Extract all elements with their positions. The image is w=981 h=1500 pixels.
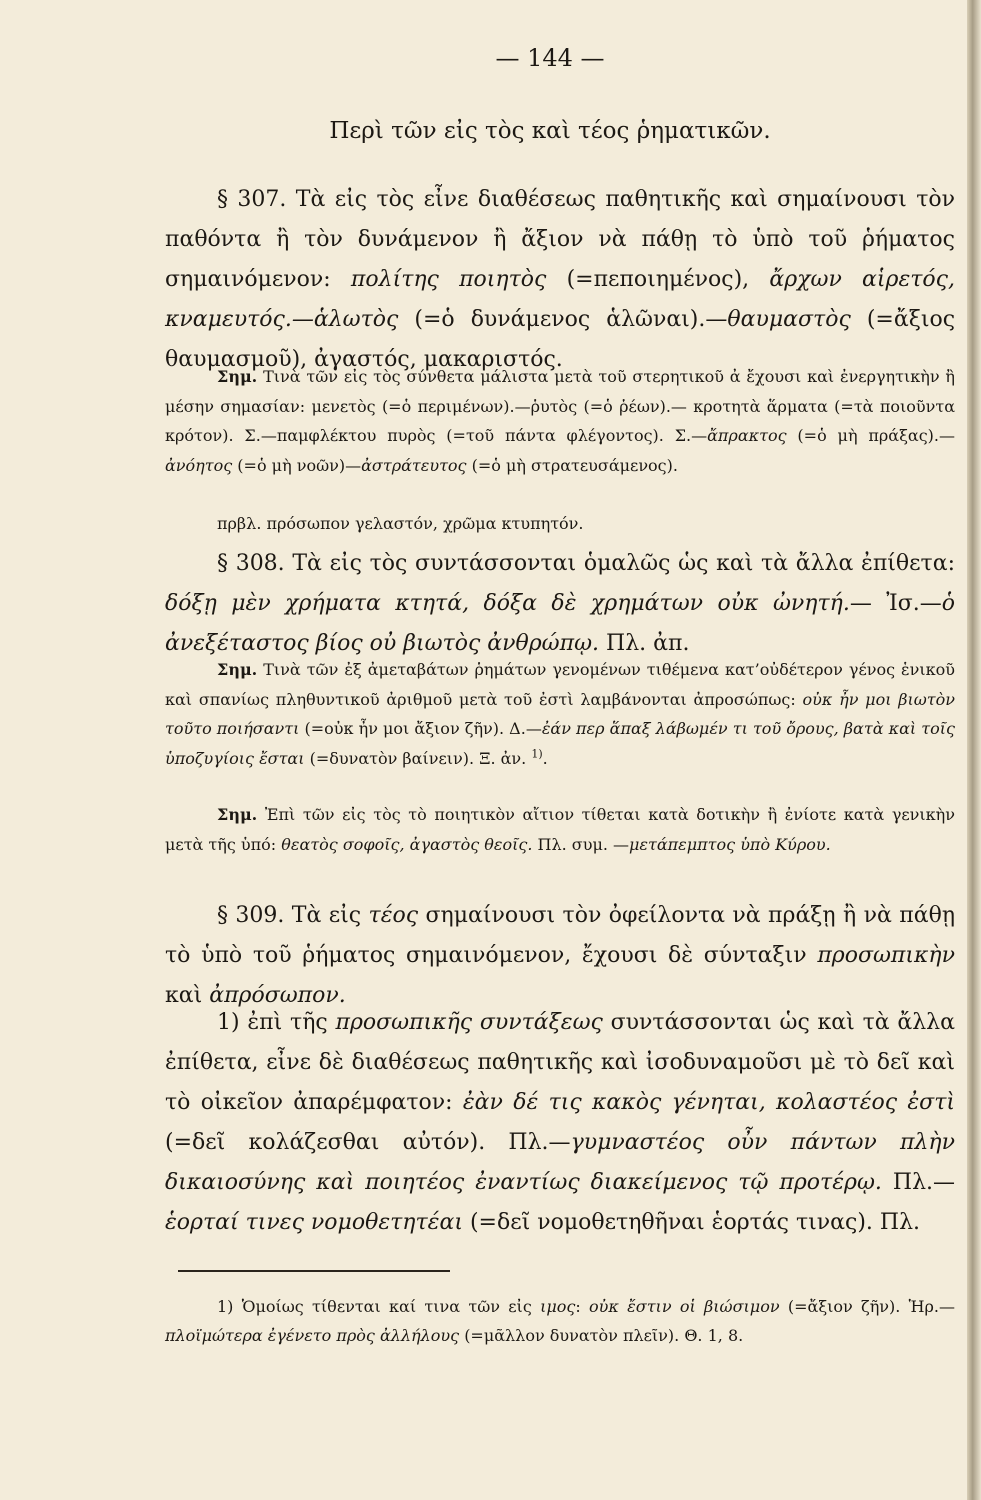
note-1 — [165, 362, 955, 480]
note-text: Ἐπὶ τῶν εἰς τὸς τὸ ποιητικὸν αἴτιον τίθεται κατὰ δοτικὴν ἢ ἐνίοτε κατὰ γενικὴν μετὰ τῆς ὑπό: — [165, 805, 955, 854]
p307-lead: § 307. Τὰ εἰς τὸς εἶνε διαθέσεως παθητικῆς καὶ σημαίνουσι τὸν παθόντα ἢ τὸν δυνάμενον ἢ ἄξιον νὰ πάθῃ τὸ ὑπὸ τοῦ ῥήματος σημαινόμενον: — [165, 187, 955, 292]
p309-1-term: προσωπικῆς συντάξεως — [335, 1010, 603, 1035]
footnote-example: πλοϊμώτερα ἐγένετο πρὸς ἀλλήλους — [165, 1326, 460, 1345]
paragraph-309 — [165, 896, 955, 1016]
note-label: Σημ. — [217, 367, 258, 386]
p308-lead: § 308. Τὰ εἰς τὸς συντάσσονται ὁμαλῶς ὡς καὶ τὰ ἄλλα ἐπίθετα: — [217, 551, 955, 576]
note-example: ἐάν περ ἅπαξ λάβωμέν τι τοῦ ὄρους, βατὰ καὶ τοῖς ὑποζυγίοις ἔσται — [165, 719, 956, 768]
footnote-divider — [178, 1270, 450, 1272]
note-example: οὐκ ἦν μοι βιωτὸν τοῦτο ποιήσαντι — [165, 689, 956, 738]
paragraph-307 — [165, 180, 955, 380]
note-1-compare: πρβλ. πρόσωπον γελαστόν, χρῶμα κτυπητόν. — [217, 514, 584, 533]
p309-term: ἀπρόσωπον. — [209, 983, 346, 1008]
note-text: . — [542, 748, 548, 768]
footnote-example: οὐκ ἔστιν οἱ βιώσιμον — [589, 1297, 780, 1316]
note-text: Πλ. συμ. — — [537, 834, 630, 854]
footnote-text: (=μᾶλλον δυνατὸν πλεῖν). Θ. 1, 8. — [464, 1326, 744, 1345]
note-text: (=οὐκ ἦν μοι ἄξιον ζῆν). Δ.— — [304, 719, 542, 738]
p308-example: ὁ ἀνεξέταστος βίος οὐ βιωτὸς ἀνθρώπῳ. — [165, 591, 956, 656]
p307-example: θαυμαστὸς — [727, 307, 851, 332]
p309-1-example: ἐὰν δέ τις κακὸς γένηται, κολαστέος ἐστὶ — [462, 1090, 955, 1115]
p309-1-text: συντάσσονται ὡς καὶ τὰ ἄλλα ἐπίθετα, εἶνε δὲ διαθέσεως παθητικῆς καὶ ἰσοδυναμοῦσι μὲ τὸ δεῖ καὶ τὸ οἰκεῖον ἀπαρέμφατον: — [165, 1010, 955, 1115]
footnote-ref[interactable]: 1) — [531, 747, 543, 761]
paragraph-309-1 — [165, 1003, 955, 1243]
note-example: θεατὸς σοφοῖς, ἀγαστὸς θεοῖς. — [281, 834, 533, 854]
note-example: μετάπεμπτος ὑπὸ Κύρου. — [629, 834, 831, 854]
page-number: — 144 — — [495, 44, 605, 72]
p309-1-text: Πλ.— — [892, 1170, 956, 1195]
p308-example: δόξῃ μὲν χρήματα κτητά, δόξα δὲ χρημάτων οὐκ ὠνητή. — [165, 591, 850, 616]
note-3 — [165, 800, 955, 859]
footnote-example: ιμος — [540, 1297, 576, 1316]
note-text: Τινὰ τῶν ἐξ ἀμεταβάτων ῥημάτων γενομένων τιθέμενα κατ’οὐδέτερον γένος ἑνικοῦ καὶ σπανίως πληθυντικοῦ ἀριθμοῦ μετὰ τοῦ ἐστὶ λαμβάνονται ἀπροσώπως: — [165, 660, 955, 709]
p307-gloss: (=ἄξιος θαυμασμοῦ), ἀγαστός, μακαριστός. — [165, 307, 956, 372]
note-2 — [165, 655, 955, 773]
p307-gloss: (=πεποιημένος), — [566, 267, 750, 292]
p307-example: πολίτης ποιητὸς — [350, 267, 547, 292]
p309-1-text: (=δεῖ κολάζεσθαι αὐτόν). Πλ.— — [165, 1130, 571, 1155]
p309-1-text: (=δεῖ νομοθετηθῆναι ἑορτάς τινας). Πλ. — [469, 1210, 921, 1235]
p309-lead: § 309. Τὰ εἰς — [217, 903, 362, 928]
p307-gloss: (=ὁ δυνάμενος ἁλῶναι).— — [414, 307, 728, 332]
note-example: ἄπρακτος — [707, 426, 787, 445]
p308-source: — Ἰσ.— — [849, 591, 942, 616]
note-text: (=ὁ μὴ στρατευσάμενος). — [471, 455, 678, 475]
p308-source: Πλ. ἀπ. — [606, 631, 690, 656]
note-example: ἀνόητος — [165, 455, 233, 475]
note-text: Τινὰ τῶν εἰς τὸς σύνθετα μάλιστα μετὰ τοῦ στερητικοῦ ἀ ἔχουσι καὶ ἐνεργητικὴν ἢ μέσην σημασίαν: μενετὸς (=ὁ περιμένων).—ῥυτὸς (=ὁ ῥέων).— κροτητὰ ἅρματα (=τὰ ποιοῦντα κρότον). Σ.—παμφλέκτου πυρὸς (=τοῦ πάντα φλέγοντος). Σ.— — [165, 367, 955, 445]
p309-term: τέος — [368, 903, 419, 928]
p309-1-example: ἑορταί τινες νομοθετητέαι — [165, 1210, 463, 1235]
note-text: (=ὁ μὴ πράξας).— — [797, 426, 955, 445]
p309-1-example: γυμναστέος οὖν πάντων πλὴν δικαιοσύνης καὶ ποιητέος ἐναντίως διακείμενος τῷ προτέρῳ. — [165, 1130, 955, 1195]
page-edge — [967, 0, 981, 1500]
section-heading: Περὶ τῶν εἰς τὸς καὶ τέος ῥηματικῶν. — [329, 118, 771, 144]
footnote — [165, 1292, 955, 1350]
footnote-text: : — [575, 1297, 581, 1316]
footnote-text: (=ἄξιον ζῆν). Ἡρ.— — [787, 1297, 956, 1316]
p309-1-lead: 1) ἐπὶ τῆς — [217, 1010, 328, 1035]
paragraph-308 — [165, 544, 955, 664]
note-text: (=δυνατὸν βαίνειν). Ξ. ἀν. — [309, 748, 527, 768]
footnote-text: 1) Ὁμοίως τίθενται καί τινα τῶν εἰς — [217, 1297, 532, 1316]
note-label: Σημ. — [217, 660, 258, 679]
p309-term: προσωπικὴν — [817, 943, 955, 968]
p309-text: σημαίνουσι τὸν ὀφείλοντα νὰ πράξῃ ἢ νὰ πάθῃ τὸ ὑπὸ τοῦ ῥήματος σημαινόμενον, ἔχουσι δὲ σύνταξιν — [165, 903, 955, 968]
note-example: ἀστράτευτος — [361, 455, 467, 475]
p309-text: καὶ — [165, 983, 203, 1008]
note-text: (=ὁ μὴ νοῶν)— — [237, 455, 362, 475]
p307-example: ἄρχων αἱρετός, κναμευτός.—ἁλωτὸς — [165, 267, 955, 332]
note-label: Σημ. — [217, 805, 258, 824]
